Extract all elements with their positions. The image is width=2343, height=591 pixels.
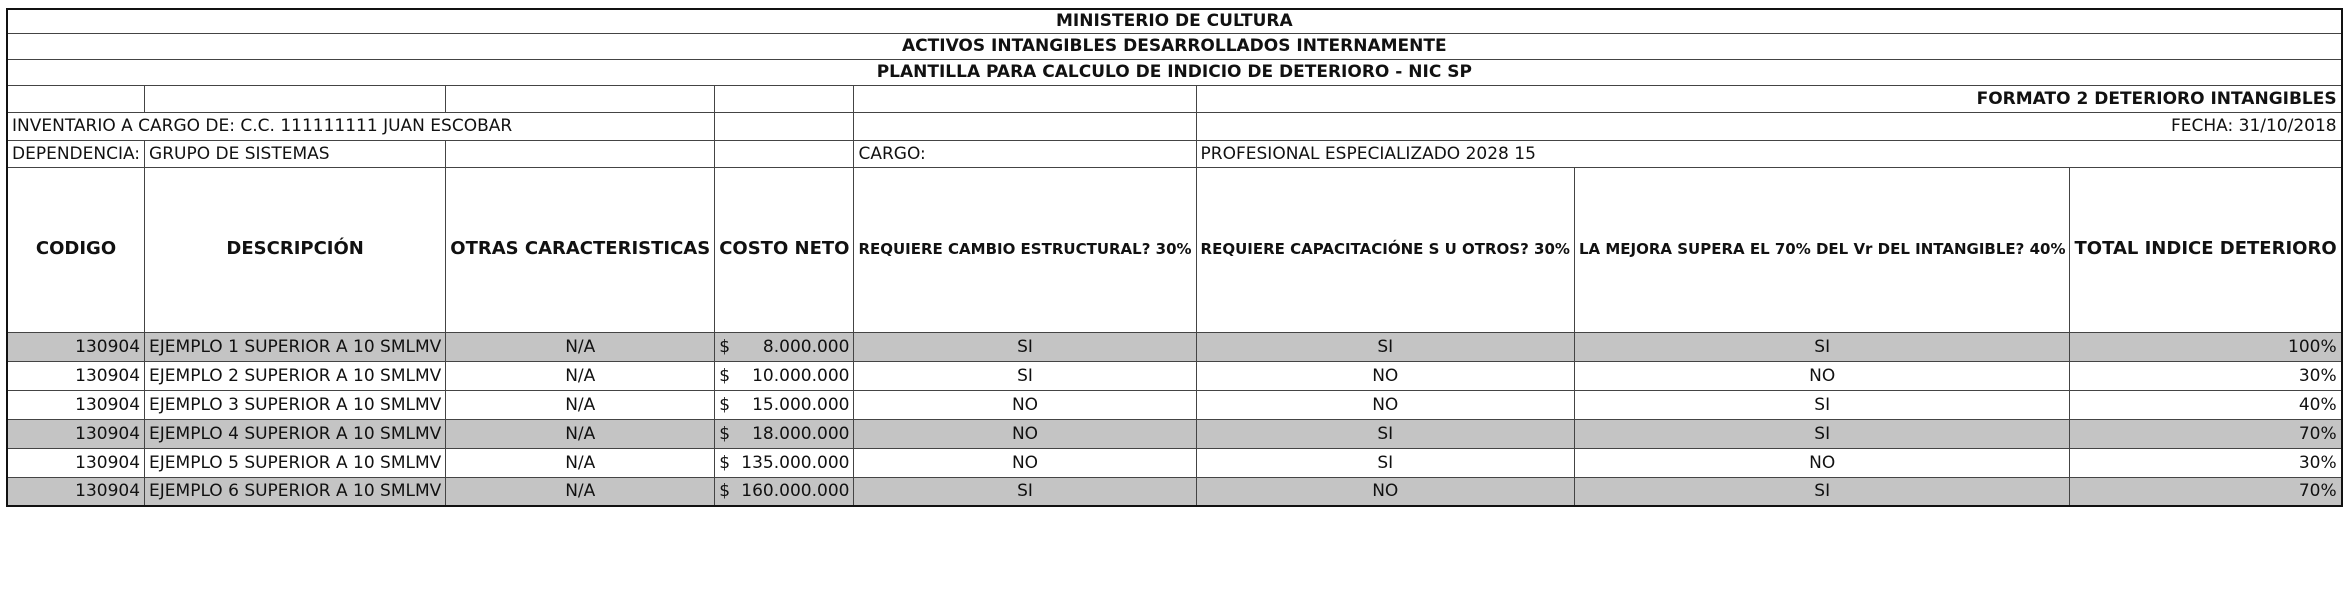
table-row (7, 448, 2342, 477)
sheet-subtitle: ACTIVOS INTANGIBLES DESARROLLADOS INTERNAMENTE (7, 33, 2342, 59)
cell-total-index: 70% (2070, 419, 2342, 448)
cell-structural-change: SI (854, 332, 1196, 361)
empty-cell (715, 85, 854, 112)
cell-total-index: 40% (2070, 390, 2342, 419)
cell-net-cost (715, 332, 854, 361)
position-value: PROFESIONAL ESPECIALIZADO 2028 15 (1196, 140, 2342, 167)
cell-training: NO (1196, 390, 1574, 419)
cell-structural-change: SI (854, 361, 1196, 390)
cell-description: EJEMPLO 3 SUPERIOR A 10 SMLMV (145, 390, 446, 419)
empty-cell (7, 85, 145, 112)
cell-improvement: SI (1574, 477, 2070, 506)
cell-description: EJEMPLO 5 SUPERIOR A 10 SMLMV (145, 448, 446, 477)
currency-symbol: $ (719, 452, 731, 473)
cell-description: EJEMPLO 1 SUPERIOR A 10 SMLMV (145, 332, 446, 361)
cell-other-characteristics: N/A (446, 448, 715, 477)
empty-cell (446, 140, 715, 167)
header-structural-change: REQUIERE CAMBIO ESTRUCTURAL? 30% (854, 167, 1196, 332)
currency-symbol: $ (719, 365, 731, 386)
cell-training: NO (1196, 361, 1574, 390)
cost-value: 8.000.000 (762, 336, 850, 357)
cell-total-index: 30% (2070, 448, 2342, 477)
empty-cell (715, 112, 854, 140)
empty-cell (145, 85, 446, 112)
cell-other-characteristics: N/A (446, 332, 715, 361)
table-row (7, 390, 2342, 419)
cell-improvement: SI (1574, 419, 2070, 448)
cell-total-index: 30% (2070, 361, 2342, 390)
header-total-index: TOTAL INDICE DETERIORO (2070, 167, 2342, 332)
cell-net-cost (715, 477, 854, 506)
cell-other-characteristics: N/A (446, 419, 715, 448)
template-title: PLANTILLA PARA CALCULO DE INDICIO DE DETERIORO - NIC SP (7, 59, 2342, 85)
empty-cell (446, 85, 715, 112)
table-row (7, 332, 2342, 361)
impairment-sheet (6, 8, 2343, 507)
asset-rows (7, 332, 2342, 506)
currency-symbol: $ (719, 423, 731, 444)
cell-net-cost (715, 448, 854, 477)
cell-net-cost (715, 419, 854, 448)
cost-value: 135.000.000 (741, 452, 850, 473)
cell-code: 130904 (7, 361, 145, 390)
cell-improvement: SI (1574, 390, 2070, 419)
cell-training: NO (1196, 477, 1574, 506)
empty-cell (715, 140, 854, 167)
cell-structural-change: NO (854, 419, 1196, 448)
cell-description: EJEMPLO 6 SUPERIOR A 10 SMLMV (145, 477, 446, 506)
format-label: FORMATO 2 DETERIORO INTANGIBLES (1196, 85, 2342, 112)
dependency-label: DEPENDENCIA: (7, 140, 145, 167)
currency-symbol: $ (719, 336, 731, 357)
cost-value: 10.000.000 (752, 365, 850, 386)
inventory-owner: INVENTARIO A CARGO DE: C.C. 111111111 JUAN ESCOBAR (7, 112, 715, 140)
cell-description: EJEMPLO 2 SUPERIOR A 10 SMLMV (145, 361, 446, 390)
ministry-title: MINISTERIO DE CULTURA (7, 9, 2342, 33)
cell-code: 130904 (7, 332, 145, 361)
cell-code: 130904 (7, 448, 145, 477)
cost-value: 18.000.000 (752, 423, 850, 444)
table-row (7, 419, 2342, 448)
dependency-value: GRUPO DE SISTEMAS (145, 140, 446, 167)
header-description: DESCRIPCIÓN (145, 167, 446, 332)
cell-structural-change: SI (854, 477, 1196, 506)
empty-cell (854, 112, 1196, 140)
report-date: FECHA: 31/10/2018 (1196, 112, 2342, 140)
cell-code: 130904 (7, 477, 145, 506)
cell-other-characteristics: N/A (446, 361, 715, 390)
cell-net-cost (715, 361, 854, 390)
cell-improvement: NO (1574, 448, 2070, 477)
cost-value: 15.000.000 (752, 394, 850, 415)
cell-total-index: 70% (2070, 477, 2342, 506)
cell-improvement: NO (1574, 361, 2070, 390)
cell-improvement: SI (1574, 332, 2070, 361)
header-other-characteristics: OTRAS CARACTERISTICAS (446, 167, 715, 332)
cell-training: SI (1196, 448, 1574, 477)
cell-other-characteristics: N/A (446, 477, 715, 506)
cell-training: SI (1196, 332, 1574, 361)
cell-training: SI (1196, 419, 1574, 448)
header-improvement: LA MEJORA SUPERA EL 70% DEL Vr DEL INTANGIBLE? 40% (1574, 167, 2070, 332)
currency-symbol: $ (719, 481, 731, 502)
cell-code: 130904 (7, 419, 145, 448)
cell-structural-change: NO (854, 390, 1196, 419)
cell-other-characteristics: N/A (446, 390, 715, 419)
cell-description: EJEMPLO 4 SUPERIOR A 10 SMLMV (145, 419, 446, 448)
cost-value: 160.000.000 (741, 481, 850, 502)
header-code: CODIGO (7, 167, 145, 332)
table-row (7, 361, 2342, 390)
cell-structural-change: NO (854, 448, 1196, 477)
cell-net-cost (715, 390, 854, 419)
currency-symbol: $ (719, 394, 731, 415)
header-training: REQUIERE CAPACITACIÓNE S U OTROS? 30% (1196, 167, 1574, 332)
empty-cell (854, 85, 1196, 112)
cell-code: 130904 (7, 390, 145, 419)
cell-total-index: 100% (2070, 332, 2342, 361)
table-row (7, 477, 2342, 506)
header-net-cost: COSTO NETO (715, 167, 854, 332)
position-label: CARGO: (854, 140, 1196, 167)
